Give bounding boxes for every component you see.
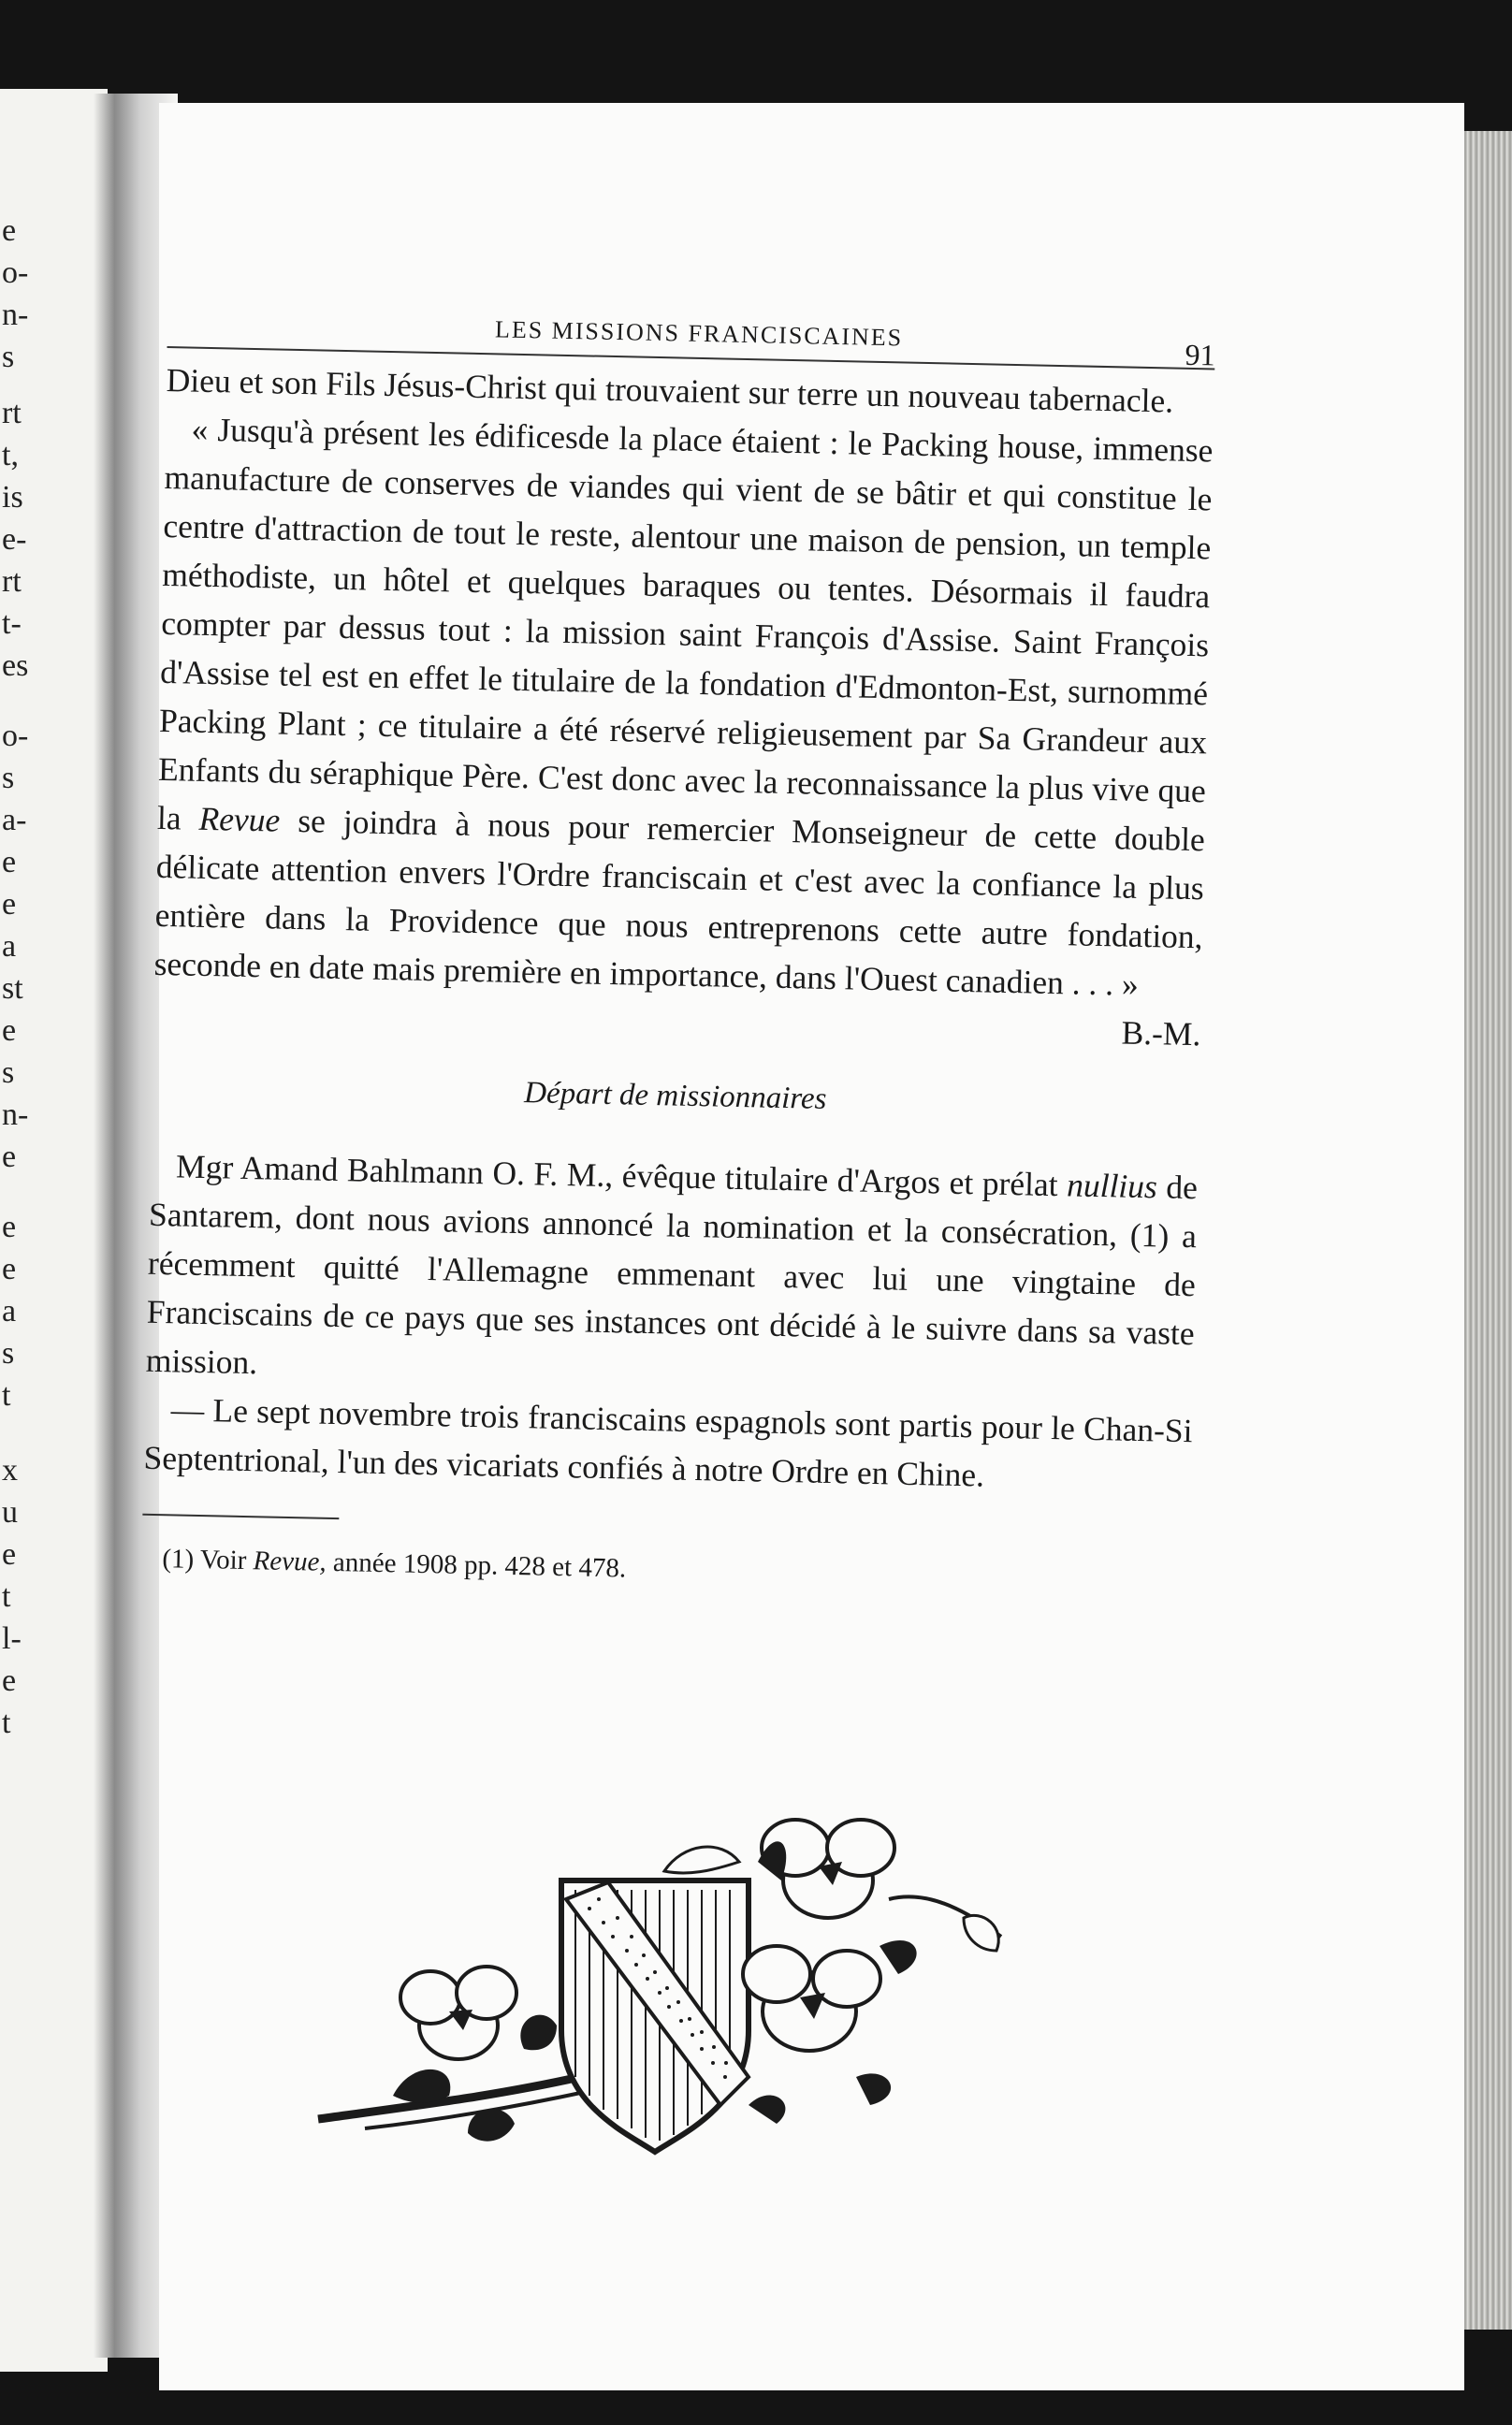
coat-of-arms-with-pansies-icon: [309, 1796, 1020, 2161]
left-page-fragment: a: [2, 1294, 17, 1329]
paragraph: Mgr Amand Bahlmann O. F. M., évêque titulaire d'Argos et prélat nullius de Santarem, dont nous avions annoncé la nomination et la consécration, (1) a récemment quitté l'Allemagne emmenant avec lui une vingtaine de Franciscains de ce pays que ses instances ont décidé à le suivre dans sa vaste mission.: [145, 1147, 1199, 1382]
left-page-fragment: u: [2, 1495, 18, 1530]
left-page-fragment: e: [2, 845, 17, 879]
article-body: [141, 356, 1214, 1605]
left-page-fragment: a-: [2, 803, 27, 837]
left-page-fragment: st: [2, 971, 23, 1006]
left-page-fragment: rt: [2, 396, 22, 430]
left-page-fragment: e: [2, 1210, 17, 1244]
footnote-text: année 1908 pp. 428 et 478.: [332, 1546, 627, 1584]
left-page-fragment: o-: [2, 255, 29, 290]
page-number: 91: [1185, 337, 1215, 372]
left-page-fragment: x: [2, 1453, 18, 1488]
left-page-fragment: e: [2, 1252, 17, 1286]
previous-page-edge: [0, 89, 108, 2372]
left-page-fragment: n-: [2, 1097, 29, 1132]
paragraph: — Le sept novembre trois franciscains espagnols sont partis pour le Chan-Si Septentrional, l'un des vicariats confiés à notre Ordre en Chine.: [143, 1390, 1193, 1494]
footnote-prefix: Voir: [199, 1545, 247, 1576]
footnote-rule: [142, 1514, 339, 1519]
left-page-fragment: n-: [2, 298, 29, 332]
left-page-fragment: t-: [2, 606, 22, 641]
left-page-fragment: t,: [2, 438, 19, 472]
left-page-fragment: t: [2, 1579, 11, 1614]
paragraph: Dieu et son Fils Jésus-Christ qui trouvaient sur terre un nouveau tabernacle.: [166, 360, 1174, 420]
left-page-fragment: e-: [2, 522, 27, 557]
left-page-fragment: e: [2, 887, 17, 922]
italic-term: Revue: [198, 799, 281, 839]
left-page-fragment: l-: [2, 1621, 22, 1656]
left-page-fragment: e: [2, 213, 17, 248]
page-content: [141, 281, 1216, 1605]
section-title: Départ de missionnaires: [523, 1076, 827, 1116]
running-title: LES MISSIONS FRANCISCAINES: [494, 315, 904, 352]
left-page-fragment: e: [2, 1663, 17, 1698]
left-page-fragment: t: [2, 1706, 11, 1740]
left-page-fragment: rt: [2, 564, 22, 599]
footnote-marker: (1): [162, 1544, 195, 1575]
left-page-fragment: e: [2, 1013, 17, 1048]
left-page-fragment: e: [2, 1537, 17, 1572]
left-page-fragment: s: [2, 340, 15, 374]
left-page-fragment: t: [2, 1378, 11, 1413]
footnote-source: Revue,: [253, 1546, 327, 1577]
italic-term: nullius: [1066, 1166, 1158, 1206]
left-page-fragment: s: [2, 761, 15, 795]
left-page-fragment: a: [2, 929, 17, 964]
left-page-fragment: is: [2, 480, 23, 515]
left-page-fragment: s: [2, 1336, 15, 1371]
paragraph: « Jusqu'à présent les édificesde la place étaient : le Packing house, immense manufacture de conserves de viandes qui vient de se bâtir et qui constitue le centre d'attraction de tout le reste, alentour une maison de pension, un temple méthodiste, un hôtel et quelques baraques ou tentes. Désormais il faudra compter par dessus tout : la mission saint François d'Assise. Saint François d'Assise tel est en effet le titulaire de la fondation d'Edmonton-Est, surnommé Packing Plant ; ce titulaire a été réservé religieusement par Sa Grandeur aux Enfants du séraphique Père. C'est donc avec la reconnaissance la plus vive que la Revue se joindra à nous pour remercier Monseigneur de cette double délicate attention envers l'Ordre franciscain et c'est avec la confiance la plus entière dans la Providence que nous entreprenons cette autre fondation, seconde en date mais première en importance, dans l'Ouest canadien . . . »: [153, 410, 1214, 1003]
left-page-fragment: s: [2, 1055, 15, 1090]
signature: B.-M.: [1121, 1013, 1201, 1053]
left-page-fragment: e: [2, 1140, 17, 1174]
left-page-fragment: es: [2, 648, 29, 683]
left-page-fragment: o-: [2, 719, 29, 753]
